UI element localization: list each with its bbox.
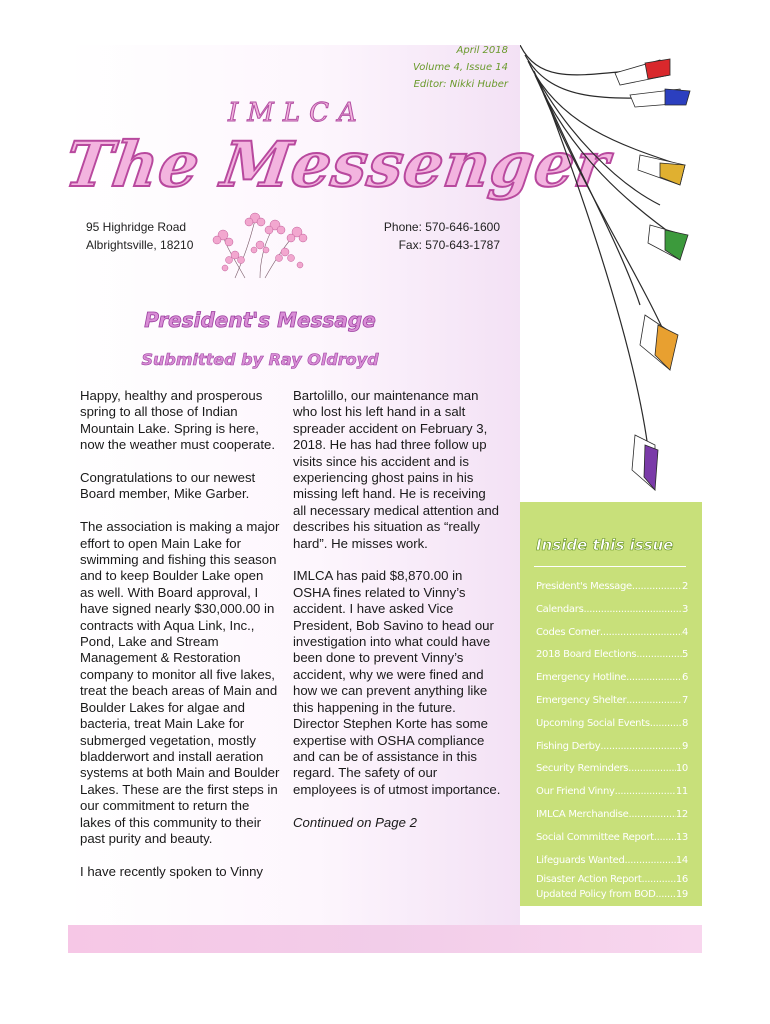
toc-label: Security Reminders (536, 763, 629, 775)
toc-item[interactable] (536, 827, 698, 850)
phone-block (384, 218, 500, 254)
paragraph: Congratulations to our newest Board member, Mike Garber. (80, 470, 256, 502)
toc-page: 9 (681, 740, 688, 752)
sidebar-title: Inside this issue (536, 536, 674, 554)
toc-label: Disaster Action Report (536, 874, 642, 886)
toc-label: Upcoming Social Events (536, 717, 650, 729)
toc-label: Emergency Shelter (536, 694, 627, 706)
toc-item[interactable] (536, 599, 698, 622)
inside-this-issue-sidebar (520, 502, 702, 906)
toc-item[interactable] (536, 736, 698, 759)
toc-item[interactable] (536, 622, 698, 645)
toc-item[interactable] (536, 713, 698, 736)
article-column-1 (80, 388, 280, 897)
toc-item[interactable] (536, 804, 698, 827)
toc-item[interactable] (536, 758, 698, 781)
toc-page: 4 (681, 626, 688, 638)
toc-item[interactable] (536, 576, 698, 599)
toc-label: Codes Corner (536, 626, 601, 638)
article-column-2 (293, 388, 501, 847)
address-line-2: Albrightsville, 18210 (86, 238, 194, 252)
toc-page: 11 (675, 786, 688, 798)
address-block (86, 218, 193, 254)
paragraph: Bartolillo, our maintenance man who lost his left hand in a salt spreader accident on February 3, 2018. He has had three follow up visits since his accident and is experiencing ghost pains in his missing left hand. He is receiving all necessary medical attention and describes his situation as “really hard”. He misses work. (293, 388, 499, 551)
table-of-contents (536, 576, 698, 902)
issue-info (413, 42, 508, 93)
toc-page: 7 (681, 694, 688, 706)
phone-number: Phone: 570-646-1600 (383, 220, 500, 234)
flowers-illustration (205, 200, 315, 280)
paragraph: I have recently spoken to Vinny (80, 863, 264, 879)
toc-label: President's Message (536, 581, 632, 592)
toc-label: Lifeguards Wanted (536, 854, 625, 866)
fax-number: Fax: 570-643-1787 (398, 238, 500, 252)
issue-editor: Editor: Nikki Huber (413, 79, 508, 90)
address-line-1: 95 Highridge Road (86, 220, 187, 234)
toc-label: Updated Policy from BOD (536, 889, 656, 901)
continued-note: Continued on Page 2 (293, 814, 417, 830)
toc-page: 5 (681, 649, 688, 661)
toc-label: Our Friend Vinny (536, 786, 615, 798)
toc-page: 19 (675, 889, 688, 901)
divider (534, 566, 686, 567)
toc-page: 14 (675, 854, 688, 866)
toc-label: 2018 Board Elections (536, 649, 637, 661)
toc-page: 10 (675, 763, 688, 775)
toc-page: 16 (675, 874, 688, 886)
toc-page: 12 (675, 808, 688, 820)
paragraph: IMLCA has paid $8,870.00 in OSHA fines related to Vinny’s accident. I have asked Vice President, Bob Savino to head our investigation into what could have been done to prevent Vinny’s accident, why we were fined and how we can prevent anything like this happening in the future. Director Stephen Korte has some expertise with OSHA compliance and can be of assistance in this regard. The safety of our employees is of utmost importance. (293, 568, 501, 797)
toc-label: Fishing Derby (536, 740, 601, 752)
feathers-illustration (520, 45, 710, 505)
toc-label: Emergency Hotline (536, 672, 627, 684)
paragraph: Happy, healthy and prosperous spring to all those of Indian Mountain Lake. Spring is here, now the weather must cooperate. (80, 388, 275, 453)
footer-band (68, 925, 702, 953)
toc-label: IMLCA Merchandise (536, 808, 629, 820)
article-byline: Submitted by Ray Oldroyd (141, 350, 379, 369)
toc-item[interactable] (536, 644, 698, 667)
issue-volume: Volume 4, Issue 14 (412, 62, 508, 73)
toc-page: 6 (681, 672, 688, 684)
toc-page: 3 (681, 603, 688, 615)
paragraph: The association is making a major effort to open Main Lake for swimming and fishing this season and to keep Boulder Lake open as well. With Board approval, I have signed nearly $30,000.00 in contracts with Aqua Link, Inc., Pond, Lake and Stream Management & Restoration company to monitor all five lakes, treat the beach areas of Main and Boulder Lakes for algae and bacteria, treat Main Lake for submerged vegetation, mostly bladderwort and install aeration systems at both Main and Boulder Lakes. These are the first steps in our commitment to return the lakes of this community to their past purity and beauty. (80, 519, 280, 846)
toc-item[interactable] (536, 690, 698, 713)
toc-item[interactable] (536, 887, 698, 902)
toc-label: Calendars (536, 603, 584, 615)
issue-date: April 2018 (456, 45, 508, 56)
newsletter-title: The Messenger (60, 128, 615, 201)
toc-page: 2 (681, 581, 688, 592)
toc-page: 13 (675, 831, 688, 843)
toc-item[interactable] (536, 850, 698, 873)
org-name: IMLCA (228, 98, 366, 128)
toc-item[interactable] (536, 781, 698, 804)
toc-item[interactable] (536, 667, 698, 690)
toc-item[interactable] (536, 872, 698, 887)
toc-label: Social Committee Report (536, 831, 654, 843)
toc-page: 8 (681, 717, 688, 729)
article-title: President's Message (144, 308, 376, 332)
